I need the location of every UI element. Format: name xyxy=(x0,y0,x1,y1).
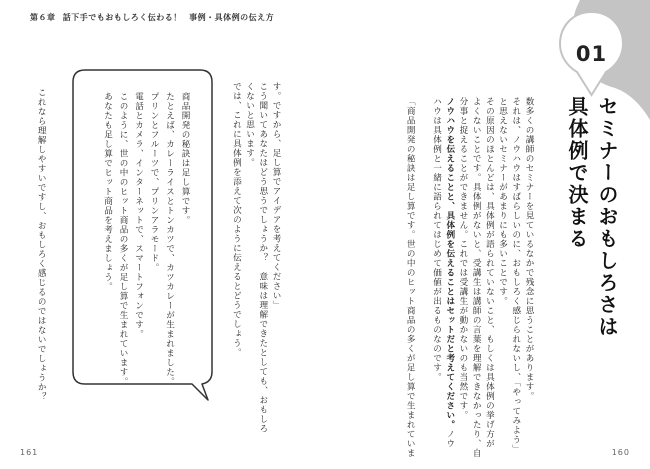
heading-line: 具体例で決まる xyxy=(565,96,589,250)
body-line: 数多くの講師のセミナーを見ているなかで残念に思うことがあります。 xyxy=(524,97,534,401)
bubble-line: 電話とカメラ、インターネットで、スマートフォンです。 xyxy=(133,92,144,339)
body-line: では、これに具体例を添えて次のように伝えるとどうでしょう。 xyxy=(231,82,242,358)
chapter-label: 第６章 xyxy=(30,13,56,22)
body-line: くないと思います。 xyxy=(244,82,255,168)
closing-text xyxy=(34,88,47,402)
body-line: その原因のほとんどは、具体例が語られていないこと、もしくは具体例の挙げ方が xyxy=(484,97,495,449)
page-number-right: 160 xyxy=(611,448,630,457)
bubble-line: たとえば、カレーライスとトンカツで、カツカレーが生まれました。 xyxy=(164,92,175,387)
bubble-line: このように、世の中のヒット商品の多くが足し算で生まれています。 xyxy=(118,92,128,387)
body-line: 分事と捉えることができません。これでは受講生が動かないのも当然です。 xyxy=(457,97,468,420)
emphasis-tail: ノウ xyxy=(444,429,455,449)
bubble-line: プリンとフルーツで、プリンアラモード。 xyxy=(149,92,159,273)
body-line: こう聞いてあなたはどう思うでしょうか？ 意味は理解できたとしても、おもしろ xyxy=(257,82,268,434)
section-number: 01 xyxy=(575,42,608,66)
bubble-line: 商品開発の秘訣は足し算です。 xyxy=(180,92,190,225)
section-title: 事例・具体例の伝え方 xyxy=(189,13,275,22)
body-line: す。ですから、足し算でアイデアを考えてください」 xyxy=(271,82,281,310)
bubble-line: あなたも足し算でヒット商品を考えましょう。 xyxy=(102,92,113,292)
body-line: と思えないセミナーがあまりにも多いことです。 xyxy=(497,97,508,306)
body-line: よくないことです。具体例がないと、受講生は講師の言葉を理解できなかったり、自 xyxy=(471,97,482,458)
page-number-left: 161 xyxy=(20,448,39,457)
body-line: これなら理解しやすいですし、おもしろく感じるのではないでしょうか？ xyxy=(36,88,47,402)
bubble-example-text xyxy=(99,92,192,387)
body-line: ハウは具体例と一緒に語られてはじめて価値が出るものなのです。 xyxy=(431,97,442,382)
body-line: それは、ノウハウはすばらしいのに、おもしろく感じられないし、「やってみよう」 xyxy=(510,97,521,454)
chapter-title: 話下手でもおもしろく伝わる！ xyxy=(62,13,182,22)
body-line: 「商品開発の秘訣は足し算です。世の中のヒット商品の多くが足し算で生まれていま xyxy=(405,97,416,458)
emphasis-text: ノウハウを伝えることと、具体例を伝えることはセットだと考えてください。 xyxy=(444,97,455,430)
heading-line: セミナーのおもしろさは xyxy=(595,96,619,338)
